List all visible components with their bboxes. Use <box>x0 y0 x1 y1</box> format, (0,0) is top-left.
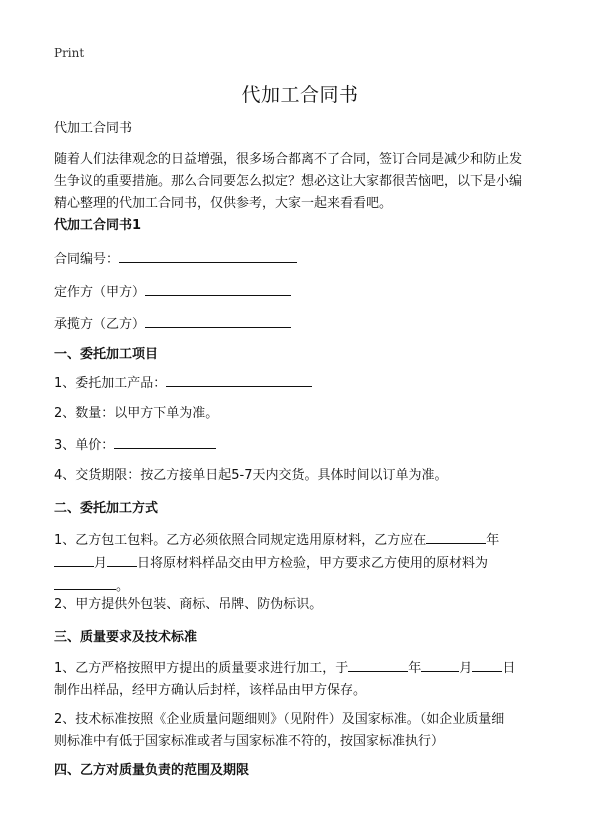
section1-item3 <box>54 434 216 457</box>
section3-item2-line: 2、技术标准按照《企业质量问题细则》（见附件）及国家标准。（如企业质量细 <box>54 712 505 727</box>
sample-month-blank <box>421 657 459 672</box>
intro-line: 随着人们法律观念的日益增强，很多场合都离不了合同，签订合同是减少和防止发 <box>54 152 523 167</box>
day-blank <box>107 552 137 567</box>
section3-item1 <box>54 657 554 702</box>
section3-item1-line: 制作出样品，经甲方确认后封样，该样品由甲方保存。 <box>54 683 367 698</box>
contract-heading: 代加工合同书1 <box>54 218 142 233</box>
section3-item1-line <box>54 657 554 680</box>
section2-item1-line <box>54 529 554 552</box>
section2-item1-text: 日将原材料样品交由甲方检验，甲方要求乙方使用的原材料为 <box>137 556 489 571</box>
sample-day-blank <box>472 657 502 672</box>
year-continuation-blank <box>54 552 94 567</box>
contract-number-blank <box>119 248 297 263</box>
intro-line: 生争议的重要措施。那么合同要怎么拟定？想必这让大家都很苦恼吧，以下是小编 <box>54 174 523 189</box>
year-label: 年 <box>486 533 500 548</box>
section4-heading: 四、乙方对质量负责的范围及期限 <box>54 763 250 778</box>
section3-heading: 三、质量要求及技术标准 <box>54 630 198 645</box>
section1-heading: 一、委托加工项目 <box>54 347 159 362</box>
party-b-label: 承揽方（乙方） <box>54 317 146 332</box>
document-subtitle: 代加工合同书 <box>54 121 133 136</box>
unit-price-label: 3、单价： <box>54 438 115 453</box>
year-blank <box>426 529 486 544</box>
sample-day-label: 日 <box>502 661 516 676</box>
section1-item1 <box>54 372 312 395</box>
section2-heading: 二、委托加工方式 <box>54 501 159 516</box>
section2-item1-text: 1、乙方包工包料。乙方必须依照合同规定选用原材料，乙方应在 <box>54 533 427 548</box>
party-a-blank <box>145 281 291 296</box>
section2-item1 <box>54 529 554 598</box>
section3-item1-text: 1、乙方严格按照甲方提出的质量要求进行加工，于 <box>54 661 349 676</box>
contract-number-row <box>54 248 297 271</box>
material-blank <box>54 575 116 590</box>
party-a-label: 定作方（甲方） <box>54 285 146 300</box>
sample-month-label: 月 <box>459 661 473 676</box>
page-title: 代加工合同书 <box>241 84 359 106</box>
section3-item2-line: 则标准中有低于国家标准或者与国家标准不符的，按国家标准执行） <box>54 734 445 749</box>
section1-item2: 2、数量：以甲方下单为准。 <box>54 406 219 421</box>
print-link[interactable]: Print <box>54 46 85 60</box>
period: 。 <box>116 579 130 594</box>
section2-item2: 2、甲方提供外包装、商标、吊牌、防伪标识。 <box>54 597 323 612</box>
party-b-row <box>54 313 291 336</box>
sample-year-label: 年 <box>408 661 422 676</box>
contract-number-label: 合同编号： <box>54 252 120 267</box>
intro-line: 精心整理的代加工合同书，仅供参考，大家一起来看看吧。 <box>54 196 393 211</box>
unit-price-blank <box>114 434 216 449</box>
intro-paragraph <box>54 149 554 215</box>
product-label: 1、委托加工产品： <box>54 376 167 391</box>
month-label: 月 <box>94 556 108 571</box>
section1-item4: 4、交货期限：按乙方接单日起5-7天内交货。具体时间以订单为准。 <box>54 468 448 483</box>
party-a-row <box>54 281 291 304</box>
product-blank <box>166 372 312 387</box>
section2-item1-line <box>54 552 554 575</box>
party-b-blank <box>145 313 291 328</box>
section3-item2 <box>54 709 554 753</box>
sample-year-blank <box>348 657 408 672</box>
